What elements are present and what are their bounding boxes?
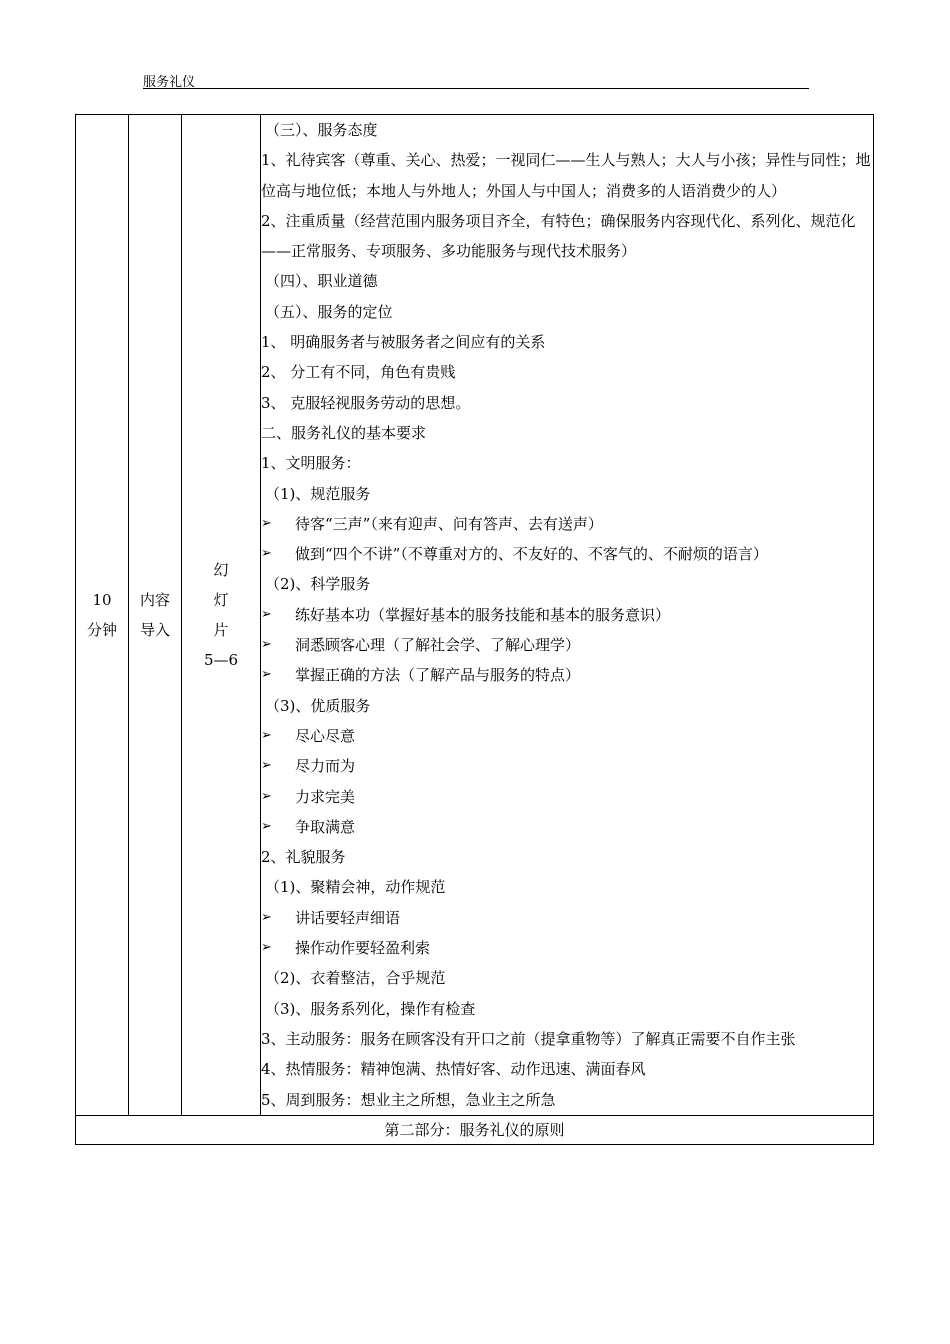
time-cell — [76, 115, 129, 1116]
media-line-4: 5—6 — [203, 650, 239, 669]
bullet-arrow-icon: ➢ — [261, 727, 272, 743]
bullet-text: 力求完美 — [295, 787, 356, 806]
bullet-arrow-icon: ➢ — [261, 940, 272, 956]
content-line: （3)、服务系列化，操作有检查 — [265, 999, 476, 1018]
section-footer: 第二部分：服务礼仪的原则 — [76, 1115, 874, 1144]
bullet-item — [261, 539, 873, 569]
lesson-table — [75, 114, 874, 1145]
content-cell — [261, 115, 874, 1116]
bullet-text: 尽力而为 — [295, 757, 356, 776]
content-line: 1、文明服务： — [261, 454, 361, 473]
time-value: 10 — [92, 590, 112, 609]
content-line: 3、主动服务：服务在顾客没有开口之前（提拿重物等）了解真正需要不自作主张 — [261, 1029, 796, 1048]
content-line: （1)、规范服务 — [265, 484, 371, 503]
content-line: （四）、职业道德 — [265, 272, 378, 291]
bullet-text: 练好基本功（掌握好基本的服务技能和基本的服务意识） — [295, 605, 671, 624]
bullet-item — [261, 600, 873, 630]
content-line: （五）、服务的定位 — [265, 302, 393, 321]
bullet-arrow-icon: ➢ — [261, 515, 272, 531]
time-unit: 分钟 — [86, 620, 117, 639]
content-line: 1、 明确服务者与被服务者之间应有的关系 — [261, 333, 546, 352]
bullet-arrow-icon: ➢ — [261, 637, 272, 653]
bullet-arrow-icon: ➢ — [261, 758, 272, 774]
bullet-arrow-icon: ➢ — [261, 818, 272, 834]
bullet-text: 洞悉顾客心理（了解社会学、了解心理学） — [295, 636, 581, 655]
topic-line-2: 导入 — [139, 620, 170, 639]
bullet-item — [261, 509, 873, 539]
content-line: （三）、服务态度 — [265, 121, 378, 139]
bullet-arrow-icon: ➢ — [261, 546, 272, 562]
bullet-item — [261, 933, 873, 963]
content-line: 3、 克服轻视服务劳动的思想。 — [261, 393, 471, 412]
media-cell — [182, 115, 261, 1116]
content-line: （1)、聚精会神，动作规范 — [265, 878, 446, 897]
topic-cell — [129, 115, 182, 1116]
bullet-arrow-icon: ➢ — [261, 667, 272, 683]
footer-row — [76, 1115, 874, 1144]
content-line: （2)、科学服务 — [265, 575, 371, 594]
bullet-item — [261, 903, 873, 933]
topic-line-1: 内容 — [139, 590, 170, 609]
bullet-item — [261, 751, 873, 781]
header-title: 服务礼仪 — [143, 75, 196, 90]
bullet-item — [261, 782, 873, 812]
content-line: 二、服务礼仪的基本要求 — [261, 423, 427, 442]
bullet-text: 讲话要轻声细语 — [295, 908, 401, 927]
lesson-row — [76, 115, 874, 1116]
bullet-text: 争取满意 — [295, 817, 356, 836]
media-line-2: 灯 — [213, 590, 229, 609]
media-line-3: 片 — [213, 620, 229, 639]
bullet-item — [261, 630, 873, 660]
bullet-arrow-icon: ➢ — [261, 909, 272, 925]
media-line-1: 幻 — [213, 560, 229, 579]
bullet-text: 做到“四个不讲”（不尊重对方的、不友好的、不客气的、不耐烦的语言） — [295, 545, 768, 564]
content-line: （2)、衣着整洁，合乎规范 — [265, 969, 446, 988]
bullet-item — [261, 812, 873, 842]
bullet-item — [261, 660, 873, 690]
bullet-text: 待客“三声”（来有迎声、问有答声、去有送声） — [295, 514, 603, 533]
page-header — [143, 71, 809, 89]
content-line: 4、热情服务：精神饱满、热情好客、动作迅速、满面春风 — [261, 1060, 646, 1079]
content-line: 1、礼待宾客（尊重、关心、热爱；一视同仁——生人与熟人；大人与小孩；异性与同性；地位高与地位低；本地人与外地人；外国人与中国人；消费多的人语消费少的人） — [261, 151, 871, 200]
bullet-item — [261, 721, 873, 751]
bullet-arrow-icon: ➢ — [261, 606, 272, 622]
content-line: 2、礼貌服务 — [261, 848, 346, 867]
content-line: （3)、优质服务 — [265, 696, 371, 715]
content-line: 2、注重质量（经营范围内服务项目齐全，有特色；确保服务内容现代化、系列化、规范化——正常服务、专项服务、多功能服务与现代技术服务） — [261, 211, 856, 261]
bullet-text: 尽心尽意 — [295, 726, 356, 745]
bullet-arrow-icon: ➢ — [261, 788, 272, 804]
content-line: 5、周到服务：想业主之所想，急业主之所急 — [261, 1090, 556, 1109]
content-line: 2、 分工有不同，角色有贵贱 — [261, 363, 456, 382]
bullet-text: 操作动作要轻盈利索 — [295, 939, 431, 958]
bullet-text: 掌握正确的方法（了解产品与服务的特点） — [295, 666, 581, 685]
